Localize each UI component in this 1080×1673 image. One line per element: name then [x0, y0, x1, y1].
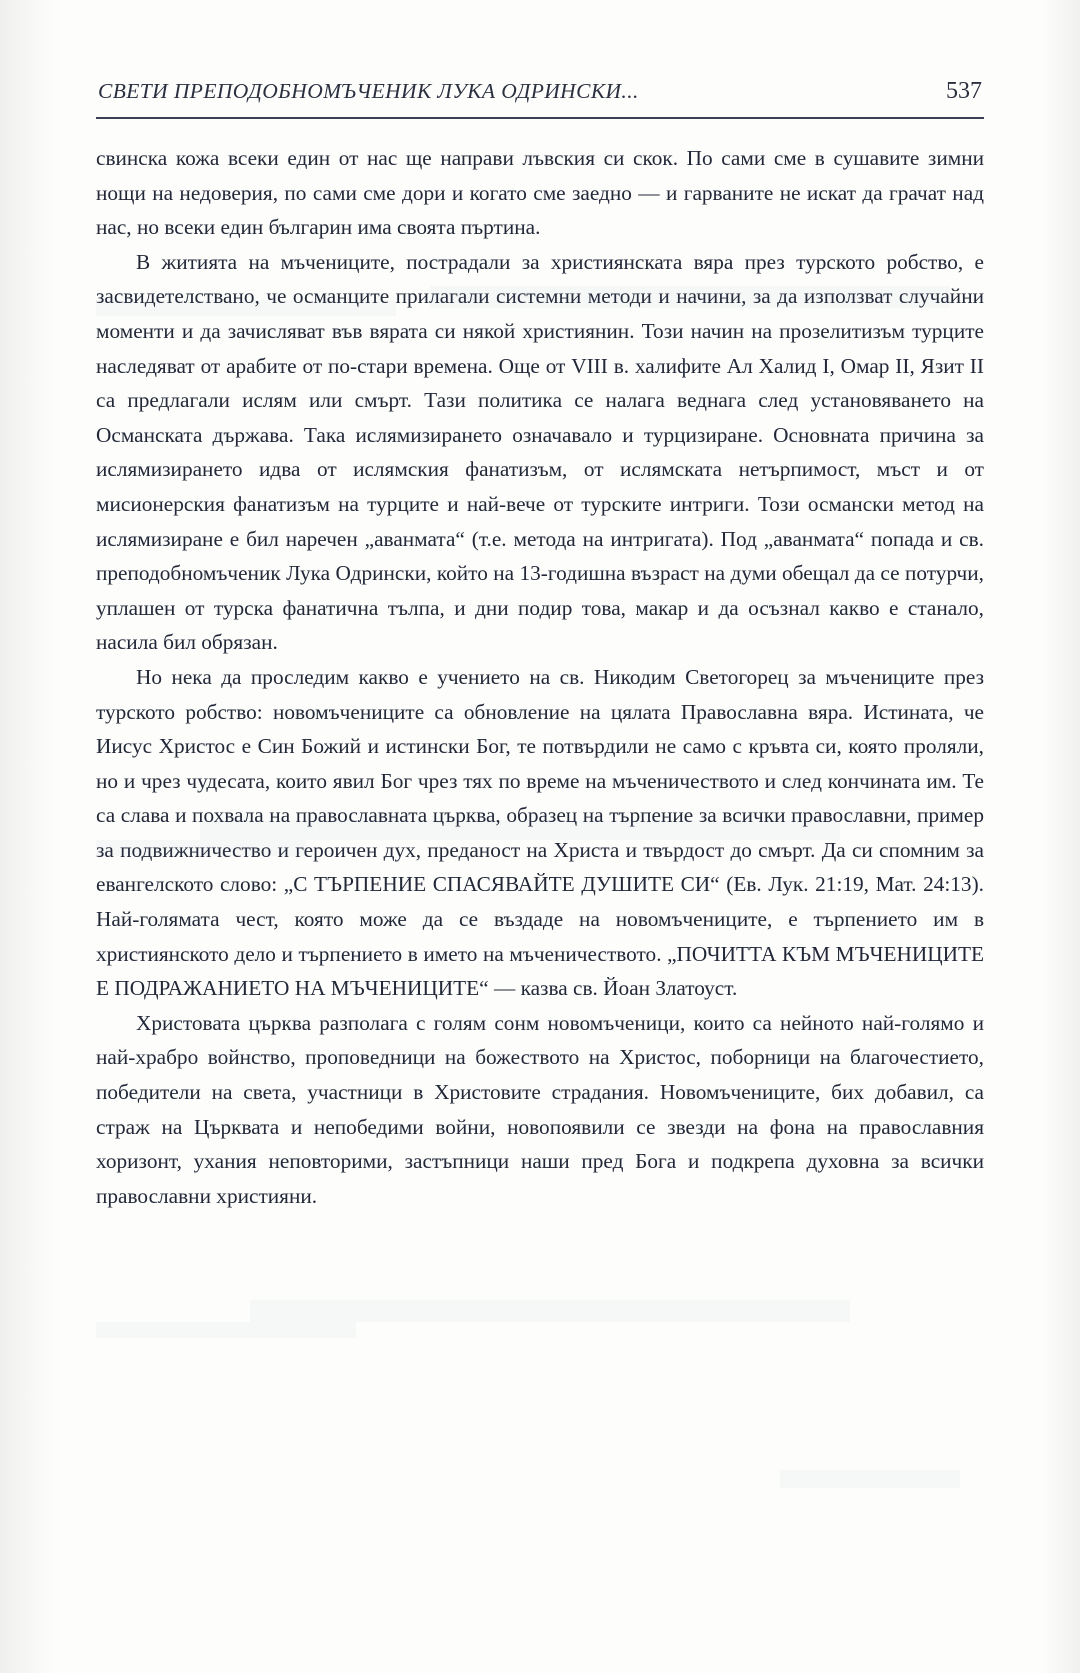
paragraph: В житията на мъчениците, пострадали за християнската вяра през турското робство, е засвидетелствано, че османците прилагали системни методи и начини, за да използват случайни моменти и да зачисляват във вярата си някой християнин. Този начин на прозелитизъм турците наследяват от арабите от по-стари времена. Още от VIII в. халифите Ал Халид I, Омар II, Язит II са предлагали ислям или смърт. Тази политика се налага веднага след установяването на Османската държава. Така ислямизирането означавало и турцизиране. Основната причина за ислямизирането идва от ислямския фанатизъм, от ислямската нетърпимост, мъст и от мисионерския фанатизъм на турците и най-вече от турските интриги. Този османски метод на ислямизиране е бил наречен „аванмата“ (т.е. метода на интригата). Под „аванмата“ попада и св. преподобномъченик Лука Одрински, който на 13-годишна възраст на думи обещал да се потурчи, уплашен от турска фанатична тълпа, и дни подир това, макар и да осъзнал какво е станало, насила бил обрязан.: [96, 249, 984, 655]
paragraph: свинска кожа всеки един от нас ще направи лъвския си скок. По сами сме в сушавите зимни нощи на недоверия, по сами сме дори и когато сме заедно — и гарваните не искат да грачат над нас, но всеки един българин има своята пъртина.: [96, 146, 984, 240]
page-number: 537: [946, 78, 982, 104]
scan-artifact: [96, 1322, 356, 1338]
body-text: [96, 141, 984, 1213]
page-right-edge-shadow: [1040, 0, 1080, 1673]
scan-artifact: [780, 1470, 960, 1488]
scan-artifact: [250, 1300, 850, 1322]
page-left-edge-shadow: [0, 0, 52, 1673]
running-head-title: СВЕТИ ПРЕПОДОБНОМЪЧЕНИК ЛУКА ОДРИНСКИ...: [98, 79, 639, 103]
paragraph: Но нека да проследим какво е учението на св. Никодим Светогорец за мъчениците през турското робство: новомъчениците са обновление на цялата Православна вяра. Истината, че Иисус Христос е Син Божий и истински Бог, те потвърдили не само с кръвта си, която проляли, но и чрез чудесата, които явил Бог чрез тях по време на мъченичеството и след кончината им. Те са слава и похвала на православната църква, образец на търпение за всички православни, пример за подвижничество и героичен дух, преданост на Христа и твърдост до смърт. Да си спомним за евангелското слово: „С ТЪРПЕНИЕ СПАСЯВАЙТЕ ДУШИТЕ СИ“ (Ев. Лук. 21:19, Мат. 24:13). Най-голямата чест, която може да се въздаде на новомъчениците, е търпението им в християнското дело и търпението в името на мъченичеството. „ПОЧИТТА КЪМ МЪЧЕНИЦИТЕ Е ПОДРАЖАНИЕТО НА МЪЧЕНИЦИТЕ“ — казва св. Йоан Златоуст.: [96, 664, 984, 1001]
paragraph: Христовата църква разполага с голям сонм новомъченици, които са нейното най-голямо и най-храбро войнство, проповедници на божеството на Христос, поборници на благочестието, победители на света, участници в Христовите страдания. Новомъчениците, бих добавил, са страж на Църквата и непобедими войни, новопоявили се звезди на фона на православния хоризонт, ухания неповторими, застъпници наши пред Бога и подкрепа духовна за всички православни християни.: [96, 1010, 984, 1208]
running-head: [96, 78, 984, 111]
header-rule: [96, 117, 984, 119]
